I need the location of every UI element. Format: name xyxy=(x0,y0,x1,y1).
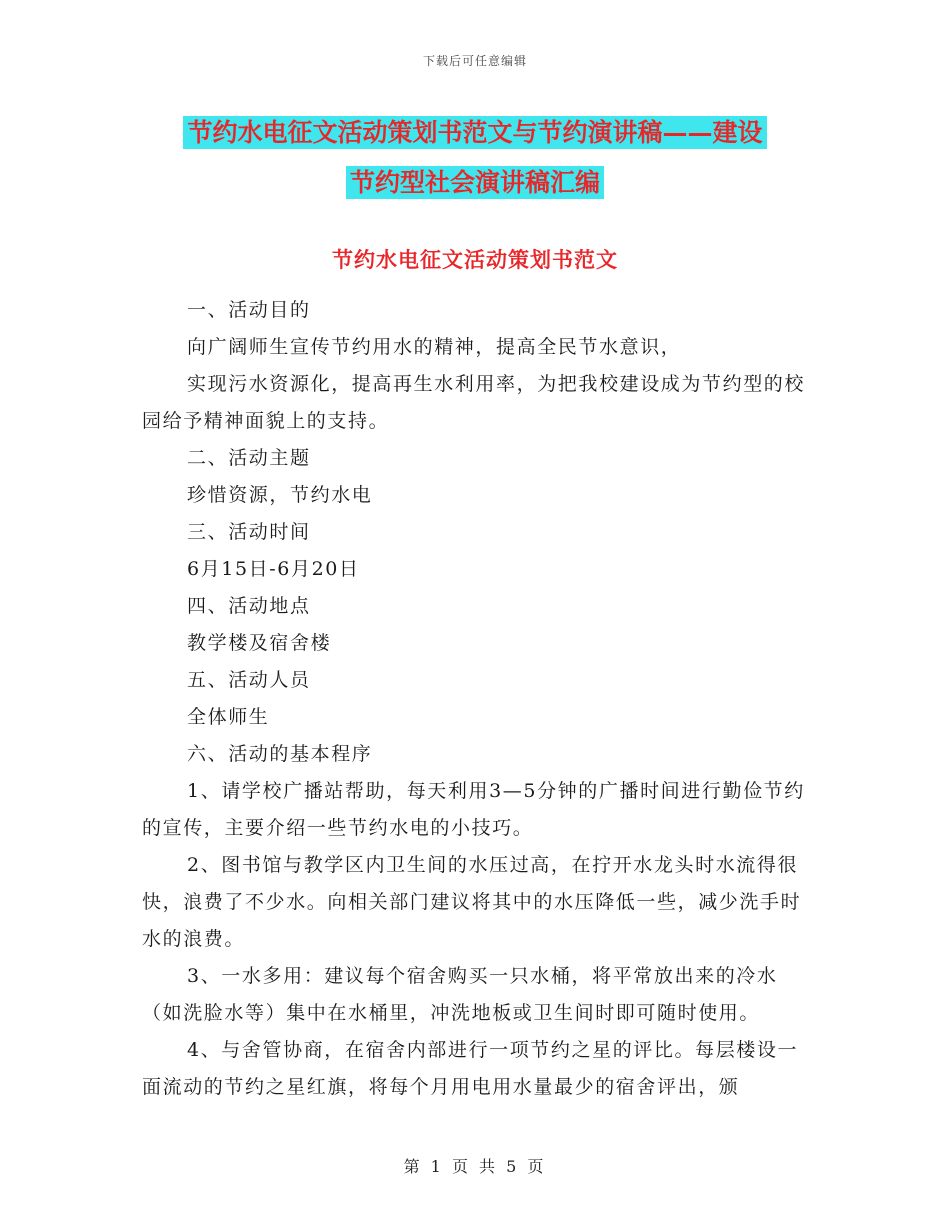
paragraph: 教学楼及宿舍楼 xyxy=(187,632,332,654)
paragraph: 三、活动时间 xyxy=(187,521,311,543)
paragraph: 珍惜资源，节约水电 xyxy=(187,484,373,506)
paragraph: 六、活动的基本程序 xyxy=(187,743,373,765)
document-title xyxy=(140,108,810,208)
page-number-footer: 第 1 页 共 5 页 xyxy=(403,1157,547,1176)
page-header-note: 下载后可任意编辑 xyxy=(422,54,527,68)
paragraph: 五、活动人员 xyxy=(187,669,311,691)
document-title-line-2: 节约型社会演讲稿汇编 xyxy=(346,166,604,199)
paragraph: 实现污水资源化，提高再生水利用率，为把我校建设成为节约型的校园给予精神面貌上的支持。 xyxy=(142,373,806,432)
paragraph: 3、一水多用：建议每个宿舍购买一只水桶，将平常放出来的冷水（如洗脸水等）集中在水桶里，冲洗地板或卫生间时即可随时使用。 xyxy=(142,965,778,1024)
paragraph: 2、图书馆与教学区内卫生间的水压过高，在拧开水龙头时水流得很快，浪费了不少水。向相关部门建议将其中的水压降低一些，减少洗手时水的浪费。 xyxy=(142,854,802,950)
paragraph: 二、活动主题 xyxy=(187,447,311,469)
document-title-line-1: 节约水电征文活动策划书范文与节约演讲稿——建设 xyxy=(183,116,766,149)
paragraph: 1、请学校广播站帮助，每天利用3—5分钟的广播时间进行勤俭节约的宣传，主要介绍一些节约水电的小技巧。 xyxy=(142,780,805,839)
document-body xyxy=(142,292,808,1106)
paragraph: 4、与舍管协商，在宿舍内部进行一项节约之星的评比。每层楼设一面流动的节约之星红旗，将每个月用电用水量最少的宿舍评出，颁 xyxy=(142,1039,799,1098)
section-title: 节约水电征文活动策划书范文 xyxy=(332,247,618,272)
paragraph: 6月15日-6月20日 xyxy=(187,558,360,580)
paragraph: 全体师生 xyxy=(187,706,270,728)
paragraph: 四、活动地点 xyxy=(187,595,311,617)
paragraph: 向广阔师生宣传节约用水的精神，提高全民节水意识， xyxy=(187,336,682,358)
paragraph: 一、活动目的 xyxy=(187,299,311,321)
